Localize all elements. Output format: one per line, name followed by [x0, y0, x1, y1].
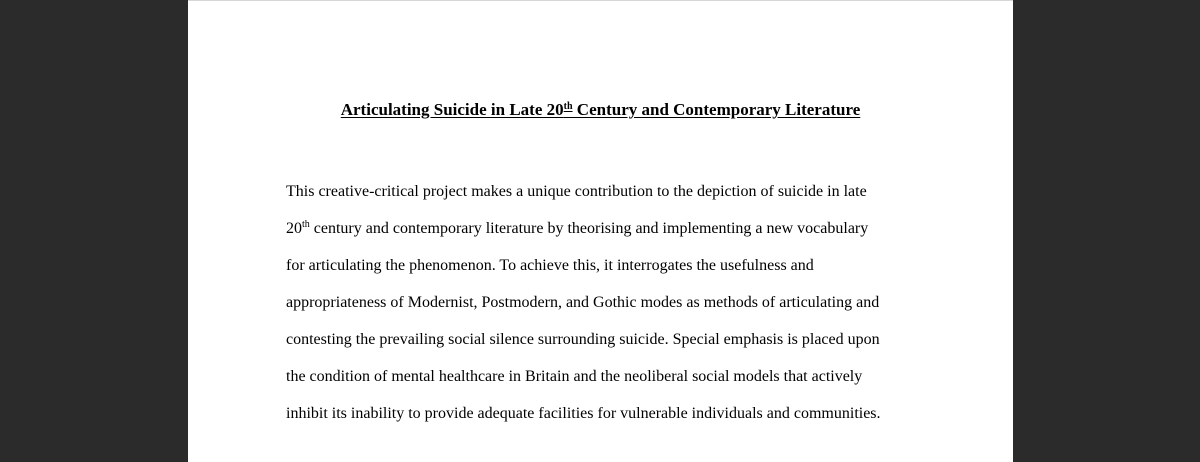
paragraph-line	[286, 284, 926, 321]
title-text-end: Century and Contemporary Literature	[572, 100, 861, 119]
line-text: appropriateness of Modernist, Postmodern, and Gothic modes as methods of articulating and	[286, 294, 880, 311]
paragraph-line	[286, 358, 926, 395]
paragraph-line	[286, 173, 926, 210]
abstract-paragraph	[286, 173, 926, 432]
line-text: inhibit its inability to provide adequate facilities for vulnerable individuals and communities.	[286, 405, 881, 422]
line-text-end: century and contemporary literature by theorising and implementing a new vocabulary	[309, 220, 869, 237]
document-page	[188, 0, 1013, 462]
page-title	[188, 100, 1013, 120]
line-text: contesting the prevailing social silence surrounding suicide. Special emphasis is placed upon	[286, 331, 880, 348]
paragraph-line	[286, 395, 926, 432]
title-text-start: Articulating Suicide in Late 20	[340, 100, 564, 119]
line-text: This creative-critical project makes a unique contribution to the depiction of suicide in late	[286, 183, 867, 200]
line-text: the condition of mental healthcare in Britain and the neoliberal social models that actively	[286, 368, 863, 385]
line-superscript: th	[302, 219, 310, 230]
line-text: 20	[286, 220, 302, 237]
title-superscript: th	[563, 101, 573, 112]
paragraph-line	[286, 321, 926, 358]
line-text: for articulating the phenomenon. To achieve this, it interrogates the usefulness and	[286, 257, 814, 274]
paragraph-line	[286, 210, 926, 247]
paragraph-line	[286, 247, 926, 284]
